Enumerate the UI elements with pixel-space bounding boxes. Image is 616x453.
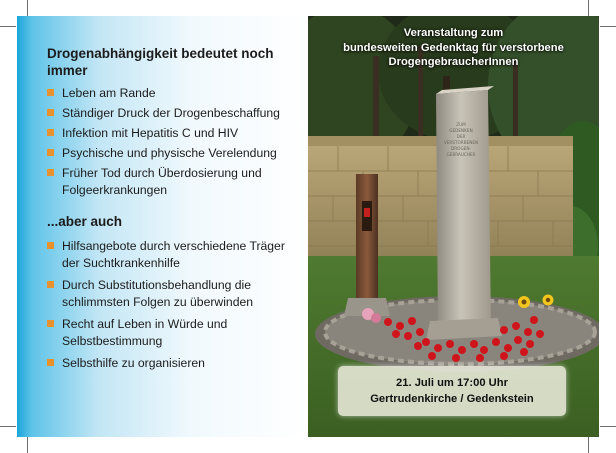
event-info-box: [338, 366, 566, 416]
crop-mark-right-top: [600, 26, 616, 27]
square-bullet-icon: [47, 320, 54, 327]
steel-pillar: [356, 174, 378, 302]
stone-inscription-line: DROGEN-: [451, 146, 471, 151]
event-location: Gertrudenkirche / Gedenkstein: [370, 393, 534, 405]
subheading-but-also: ...aber auch: [47, 214, 123, 229]
event-title: Veranstaltung zum bundesweiten Gedenktag für verstorbene DrogengebraucherInnen: [343, 27, 564, 68]
bullet-list-consequences: [47, 85, 305, 199]
square-bullet-icon: [47, 281, 54, 288]
list-item: Ständiger Druck der Drogenbeschaffung: [47, 105, 305, 122]
list-item: Hilfsangebote durch verschiedene Träger der Suchtkrankenhilfe: [47, 238, 305, 272]
square-bullet-icon: [47, 169, 54, 176]
event-date-time: 21. Juli um 17:00 Uhr: [396, 377, 508, 389]
heading-drug-dependency: Drogenabhängigkeit bedeutet noch immer: [47, 46, 274, 78]
list-item: Leben am Rande: [47, 85, 305, 102]
list-item: Durch Substitutionsbehandlung die schlimmsten Folgen zu überwinden: [47, 277, 305, 311]
list-item: Psychische und physische Verelendung: [47, 145, 305, 162]
list-item: Selbsthilfe zu organisieren: [47, 355, 305, 372]
square-bullet-icon: [47, 149, 54, 156]
crop-mark-top-right: [588, 0, 589, 16]
list-item: Früher Tod durch Überdosierung und Folgeerkrankungen: [47, 165, 305, 199]
crop-mark-right-bottom: [600, 426, 616, 427]
right-panel-photo: [308, 16, 599, 437]
stone-inscription-line: ZUM: [456, 122, 466, 127]
crop-mark-bottom-right: [588, 437, 589, 453]
crop-mark-left-top: [0, 26, 16, 27]
crop-mark-bottom-left: [27, 437, 28, 453]
bullet-list-help: [47, 238, 305, 372]
crop-mark-left-bottom: [0, 426, 16, 427]
list-item: Infektion mit Hepatitis C und HIV: [47, 125, 305, 142]
stone-inscription-line: GEDENKEN: [449, 128, 473, 133]
stone-inscription-line: DER: [456, 134, 466, 139]
square-bullet-icon: [47, 89, 54, 96]
square-bullet-icon: [47, 359, 54, 366]
square-bullet-icon: [47, 109, 54, 116]
square-bullet-icon: [47, 129, 54, 136]
left-panel: [17, 16, 308, 437]
list-item: Recht auf Leben in Würde und Selbstbestimmung: [47, 316, 305, 350]
stone-inscription-line: VERSTORBENEN: [443, 140, 479, 145]
left-content: [47, 45, 305, 377]
stone-inscription-line: GEBRAUCHER: [446, 152, 476, 157]
square-bullet-icon: [47, 242, 54, 249]
crop-mark-top-left: [27, 0, 28, 16]
